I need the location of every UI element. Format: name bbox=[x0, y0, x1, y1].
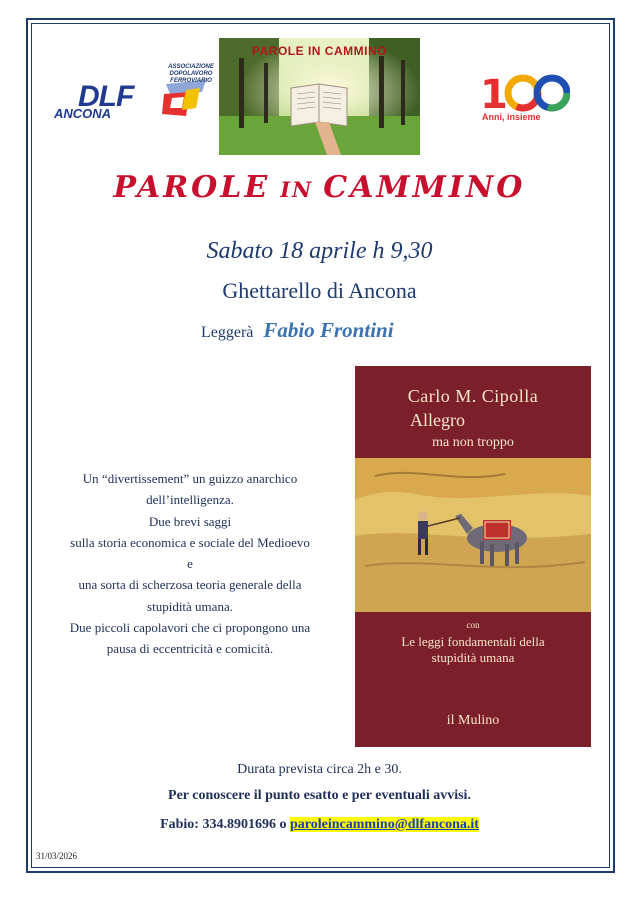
event-reader bbox=[201, 318, 394, 343]
book-secondary-title-line2: stupidità umana bbox=[431, 650, 515, 665]
event-info: Per conoscere il punto esatto e per eventuali avvisi. bbox=[168, 788, 471, 803]
reader-name: Fabio Frontini bbox=[263, 318, 394, 342]
dlf-wordmark: DLF bbox=[78, 80, 134, 113]
document-date: 31/03/2026 bbox=[36, 851, 78, 861]
description-line: e bbox=[187, 556, 193, 572]
event-duration: Durata prevista circa 2h e 30. bbox=[237, 762, 402, 777]
book-cover-painting bbox=[355, 366, 591, 747]
dlf-city: ANCONA bbox=[54, 106, 112, 121]
book-secondary-title-line1: Le leggi fondamentali della bbox=[401, 634, 545, 649]
dlf-ancona-logo bbox=[52, 62, 212, 124]
description-line: Due piccoli capolavori che ci propongono una bbox=[69, 620, 311, 636]
description-line: sulla storia economica e sociale del Medioevo bbox=[70, 534, 310, 550]
event-title bbox=[0, 170, 639, 205]
dlf-association-text: ASSOCIAZIONE DOPOLAVORO FERROVIARIO bbox=[168, 64, 214, 84]
title-word-parole: PAROLE bbox=[113, 170, 271, 205]
description-line: pausa di eccentricità e comicità. bbox=[106, 641, 274, 657]
book-publisher: il Mulino bbox=[446, 713, 500, 728]
contact-line bbox=[0, 817, 639, 833]
book-title: Allegro bbox=[410, 410, 465, 430]
title-word-cammino: CAMMINO bbox=[323, 170, 526, 205]
hundred-one: 1 bbox=[480, 72, 508, 114]
event-place: Ghettarello di Ancona bbox=[222, 278, 417, 303]
description-line: dell’intelligenza. bbox=[146, 492, 234, 508]
hundred-years-emblem-icon bbox=[478, 68, 570, 114]
reader-label: Leggerà bbox=[201, 324, 254, 341]
book-con: con bbox=[466, 620, 480, 630]
contact-phone: Fabio: 334.8901696 o bbox=[160, 817, 287, 832]
book-cover bbox=[355, 366, 591, 747]
description-line: Un “divertissement” un guizzo anarchico bbox=[82, 471, 298, 486]
contact-email-link[interactable]: paroleincammino@dlfancona.it bbox=[289, 817, 479, 832]
header-photo bbox=[219, 38, 420, 155]
hundred-years-subtitle: Anni, insieme bbox=[482, 112, 541, 122]
book-author: Carlo M. Cipolla bbox=[407, 386, 539, 406]
header-photo-banner: PAROLE IN CAMMINO bbox=[252, 44, 387, 58]
description-line: stupidità umana. bbox=[147, 598, 233, 614]
book-description bbox=[40, 468, 340, 660]
event-date: Sabato 18 aprile h 9,30 bbox=[206, 238, 433, 264]
description-line: una sorta di scherzosa teoria generale della bbox=[78, 577, 302, 593]
title-word-in: IN bbox=[280, 177, 314, 202]
description-line: Due brevi saggi bbox=[148, 513, 232, 529]
hundred-years-logo bbox=[478, 68, 570, 130]
book-subtitle: ma non troppo bbox=[432, 435, 514, 450]
